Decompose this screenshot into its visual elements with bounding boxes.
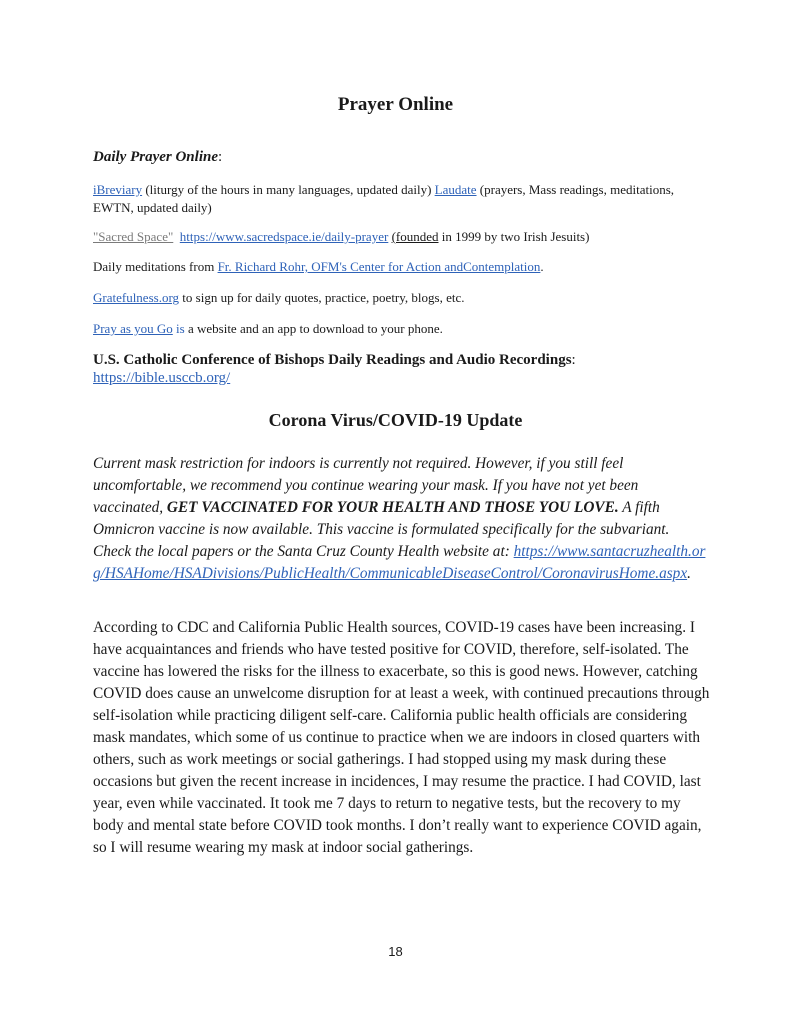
ibreviary-link[interactable]: iBreviary [93, 182, 143, 197]
usccb-url-line [93, 369, 713, 387]
sacred-space-description: in 1999 by two Irish Jesuits) [438, 229, 590, 244]
sacred-space-line [93, 228, 703, 246]
rohr-prefix: Daily meditations from [93, 259, 218, 274]
gratefulness-link[interactable]: Gratefulness.org [93, 290, 180, 305]
laudate-description: (prayers, Mass readings, meditations, EWTN, updated daily) [93, 182, 675, 215]
covid-notice-part1: Current mask restriction for indoors is currently not required. However, if you still feel uncomfortable, we recommend you continue wearing your mask. If you have not yet been vaccinated, [93, 455, 639, 516]
daily-prayer-heading [93, 149, 222, 166]
laudate-link[interactable]: Laudate [434, 182, 477, 197]
ibreviary-description: (liturgy of the hours in many languages, updated daily) [142, 182, 435, 197]
sacred-space-name-link[interactable]: "Sacred Space" [93, 229, 174, 244]
usccb-heading-text: U.S. Catholic Conference of Bishops Daily Readings and Audio Recordings [93, 352, 572, 368]
rohr-line [93, 258, 703, 276]
rohr-link[interactable]: Fr. Richard Rohr, OFM's Center for Action andContemplation [217, 259, 541, 274]
usccb-url-link[interactable]: https://bible.usccb.org/ [93, 370, 231, 386]
page-number: 18 [388, 944, 403, 959]
covid-notice-end: . [687, 565, 691, 582]
usccb-block [93, 351, 713, 387]
pray-as-you-go-is: is [172, 321, 185, 336]
pray-as-you-go-description: a website and an app to download to your phone. [184, 321, 443, 336]
usccb-heading [93, 351, 713, 369]
covid-update-title: Corona Virus/COVID-19 Update [268, 410, 523, 430]
usccb-heading-colon: : [571, 352, 576, 368]
prayer-online-title: Prayer Online [337, 94, 454, 115]
covid-body-paragraph: According to CDC and California Public Health sources, COVID-19 cases have been increasing. I have acquaintances and friends who have tested positive for COVID, therefore, self-isolated. The vaccine has lowered the risks for the illness to exacerbate, so this is good news. However, catching COVID does cause an unwelcome disruption for at least a week, with continued precautions through self-isolation while practicing diligent self-care. California public health officials are considering mask mandates, which some of us continue to practice when we are indoors in closed quarters with others, such as work meetings or social gatherings. I had stopped using my mask during these occasions but given the recent increase in incidences, I may resume the practice. I had COVID, last year, even while vaccinated. It took me 7 days to return to negative tests, but the recovery to my body and mental state before COVID took months. I don’t really want to experience COVID again, so I will resume wearing my mask at indoor social gatherings. [93, 619, 710, 856]
sacred-space-url-link[interactable]: https://www.sacredspace.ie/daily-prayer [179, 229, 389, 244]
daily-prayer-heading-text: Daily Prayer Online [93, 149, 218, 165]
rohr-suffix: . [540, 259, 544, 274]
covid-notice-paragraph [93, 453, 708, 585]
covid-notice-part2: A fifth Omnicron vaccine is now available. This vaccine is formulated specifically for the subvariant. Check the local papers or the Santa Cruz County Health website at: [93, 499, 670, 560]
pray-as-you-go-link[interactable]: Pray as you Go [93, 321, 173, 336]
pray-as-you-go-line [93, 320, 703, 338]
sacred-space-founded: (founded [391, 229, 439, 244]
daily-prayer-heading-colon: : [218, 149, 223, 165]
gratefulness-description: to sign up for daily quotes, practice, poetry, blogs, etc. [179, 290, 465, 305]
ibreviary-line [93, 181, 703, 217]
santa-cruz-health-link[interactable]: https://www.santacruzhealth.org/HSAHome/HSADivisions/PublicHealth/CommunicableDiseaseControl/CoronavirusHome.aspx [93, 543, 706, 582]
covid-notice-bold: GET VACCINATED FOR YOUR HEALTH AND THOSE YOU LOVE. [166, 499, 619, 516]
gratefulness-line [93, 289, 703, 307]
